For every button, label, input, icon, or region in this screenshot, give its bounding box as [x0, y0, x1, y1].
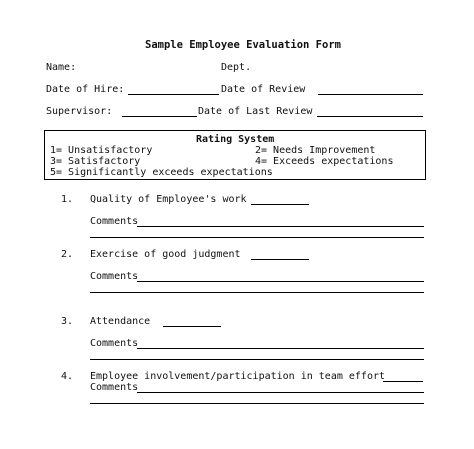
- supervisor-field[interactable]: [122, 116, 197, 117]
- item-1-comments-field[interactable]: [137, 226, 424, 227]
- item-2-comments-line-2[interactable]: [90, 292, 424, 293]
- item-1-rating-field[interactable]: [251, 204, 309, 205]
- item-3-comments-field[interactable]: [137, 348, 424, 349]
- dept-label: Dept.: [221, 62, 252, 73]
- item-2-number: 2.: [61, 249, 74, 260]
- item-3-comments-line-2[interactable]: [90, 359, 424, 360]
- date-of-last-review-field[interactable]: [317, 116, 423, 117]
- form-title: Sample Employee Evaluation Form: [145, 39, 341, 51]
- item-1-number: 1.: [61, 194, 74, 205]
- rating-4: 4= Exceeds expectations: [255, 156, 394, 167]
- item-1-label: Quality of Employee's work: [90, 194, 247, 205]
- rating-3: 3= Satisfactory: [50, 156, 141, 167]
- date-of-review-label: Date of Review: [221, 84, 306, 95]
- item-3-label: Attendance: [90, 316, 151, 327]
- item-4-number: 4.: [61, 371, 74, 382]
- name-label: Name:: [46, 62, 77, 73]
- item-4-rating-field[interactable]: [383, 381, 423, 382]
- item-4-comments-field[interactable]: [137, 392, 424, 393]
- date-of-review-field[interactable]: [318, 94, 423, 95]
- item-1-comments-line-2[interactable]: [90, 237, 424, 238]
- rating-system-title: Rating System: [196, 134, 275, 145]
- item-3-rating-field[interactable]: [163, 326, 221, 327]
- date-of-hire-field[interactable]: [128, 94, 219, 95]
- item-4-label: Employee involvement/participation in team effort: [90, 371, 386, 382]
- rating-5: 5= Significantly exceeds expectations: [50, 167, 273, 178]
- date-of-hire-label: Date of Hire:: [46, 84, 125, 95]
- date-of-last-review-label: Date of Last Review: [198, 106, 313, 117]
- item-1-comments-label: Comments: [90, 216, 139, 227]
- item-4-comments-line-2[interactable]: [90, 403, 424, 404]
- rating-2: 2= Needs Improvement: [255, 145, 376, 156]
- rating-1: 1= Unsatisfactory: [50, 145, 153, 156]
- item-4-comments-label: Comments: [90, 382, 139, 393]
- item-3-number: 3.: [61, 316, 74, 327]
- item-2-rating-field[interactable]: [251, 259, 309, 260]
- item-2-comments-label: Comments: [90, 271, 139, 282]
- supervisor-label: Supervisor:: [46, 106, 113, 117]
- item-2-comments-field[interactable]: [137, 281, 424, 282]
- item-3-comments-label: Comments: [90, 338, 139, 349]
- item-2-label: Exercise of good judgment: [90, 249, 241, 260]
